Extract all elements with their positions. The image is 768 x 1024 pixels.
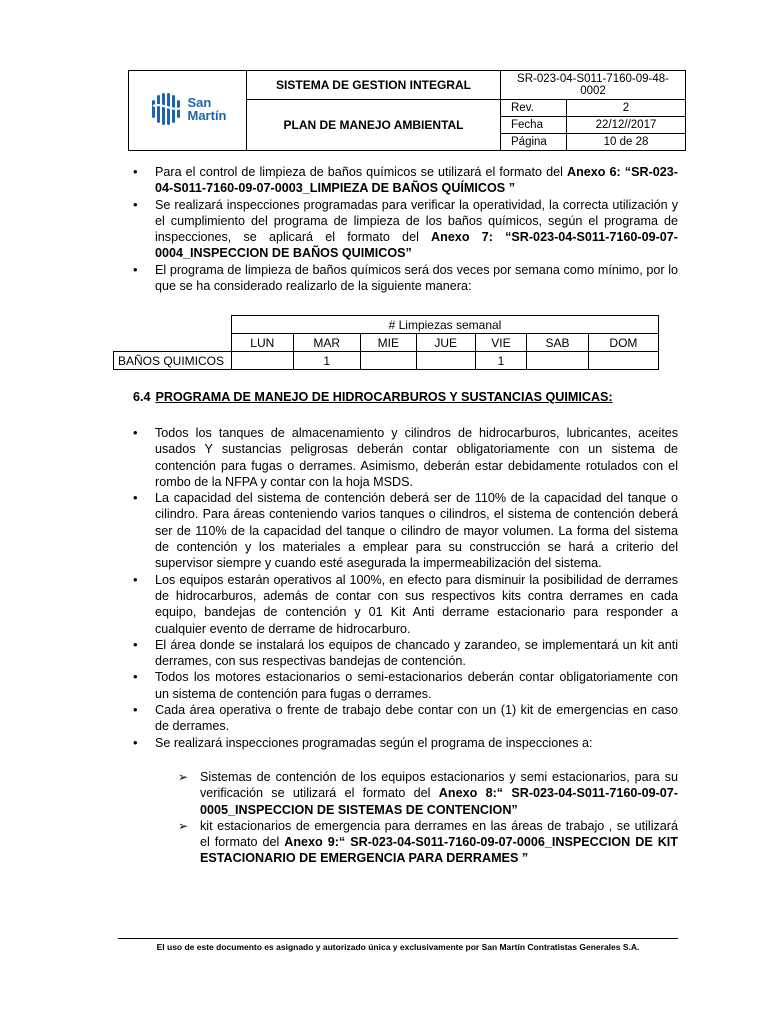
schedule-cell [527,352,589,370]
list-item: • Los equipos estarán operativos al 100%, en efecto para disminuir la posibilidad de derrames de hidrocarburos, además de contar con sus respectivos kits contra derrames en cada equipo, bandejas de contención y 01 Kit Anti derrame estacionario para responder a cualquier evento de derrame de hidrocarburo. [133,572,678,637]
day-header: MIE [360,334,416,352]
list-item: • Todos los tanques de almacenamiento y cilindros de hidrocarburos, lubricantes, aceites usados Y sustancias peligrosas deberán contar obligatoriamente con un sistema de contención para fugas o derrames. Asimismo, deberán estar debidamente rotulados con el rombo de la NFPA y contar con la hoja MSDS. [133,425,678,490]
row-label: BAÑOS QUIMICOS [114,352,232,370]
list-item-text: El programa de limpieza de baños químicos será dos veces por semana como mínimo, por lo que se ha considerado realizarlo de la siguiente manera: [155,262,678,294]
document-code: SR-023-04-S011-7160-09-48-0002 [501,71,686,100]
system-title: SISTEMA DE GESTION INTEGRAL [247,71,501,100]
date-label: Fecha [501,117,567,134]
content-block-1 [133,164,678,294]
empty-corner-cell [114,334,232,352]
schedule-cell [232,352,294,370]
sub-item-bold-text: Anexo 9:“ SR-023-04-S011-7160-09-07-0006_INSPECCION DE KIT ESTACIONARIO DE EMERGENCIA PARA DERRAMES ” [200,835,678,866]
logo-mark-icon [149,91,185,127]
bullet-list-1 [133,164,678,294]
section-title: PROGRAMA DE MANEJO DE HIDROCARBUROS Y SUSTANCIAS QUIMICAS: [155,390,613,404]
list-item [133,197,678,262]
day-header: MAR [293,334,360,352]
sub-list-item [178,818,678,867]
section-number: 6.4 [133,390,151,404]
day-header: VIE [475,334,527,352]
list-item: • El área donde se instalará los equipos de chancado y zarandeo, se implementará un kit anti derrames, con sus respectivas bandejas de contención. [133,637,678,670]
company-logo [149,91,227,127]
content-block-2 [133,425,678,867]
schedule-cell: 1 [293,352,360,370]
list-item [133,262,678,295]
day-header: LUN [232,334,294,352]
footer-divider [118,938,678,939]
schedule-cell [416,352,475,370]
section-heading [133,390,613,404]
day-header: DOM [588,334,658,352]
list-item-text: Para el control de limpieza de baños químicos se utilizará el formato del [155,165,567,179]
cleaning-schedule-table [113,315,659,370]
footer-note: El uso de este documento es asignado y autorizado única y exclusivamente por San Martín Contratistas Generales S.A. [156,942,640,952]
table-row [114,352,659,370]
logo-text-line2: Martín [187,108,227,123]
logo-text-line1: San [187,95,212,110]
list-item: • Todos los motores estacionarios o semi-estacionarios deberán contar obligatoriamente con un sistema de contención para fugas o derrames. [133,669,678,702]
list-item: • Se realizará inspecciones programadas según el programa de inspecciones a: [133,735,678,751]
list-item: • La capacidad del sistema de contención deberá ser de 110% de la capacidad del tanque o cilindro. Para áreas conteniendo varios tanques o cilindros, el sistema de contención deberá ser de 110% de la capacidad del tanque o cilindro de mayor volumen. La forma del sistema de contención y los materiales a emplear para su construcción se hará a criterio del supervisor siempre y cuando esté asegurada la impermeabilización del sistema. [133,490,678,571]
list-item-bold-text: Anexo 6: “SR-023-04-S011-7160-09-07-0003_LIMPIEZA DE BAÑOS QUÍMICOS ” [155,165,678,196]
sub-item-text: Sistemas de contención de los equipos estacionarios y semi estacionarios, para su verificación se utilizará el formato del [200,769,678,801]
empty-corner-cell [114,316,232,334]
schedule-cell [588,352,658,370]
schedule-cell [360,352,416,370]
sub-list [178,769,678,867]
rev-label: Rev. [501,100,567,117]
plan-title: PLAN DE MANEJO AMBIENTAL [247,100,501,151]
day-header: SAB [527,334,589,352]
sub-list-item [178,769,678,818]
bullet-list-2 [133,425,678,751]
schedule-group-header: # Limpiezas semanal [232,316,659,334]
list-item-bold-text: Anexo 7: “SR-023-04-S011-7160-09-07-0004_INSPECCION DE BAÑOS QUIMICOS” [155,230,678,261]
date-value: 22/12//2017 [567,117,686,134]
day-header: JUE [416,334,475,352]
sub-item-bold-text: Anexo 8:“ SR-023-04-S011-7160-09-07-0005_INSPECCION DE SISTEMAS DE CONTENCION” [200,786,678,817]
rev-value: 2 [567,100,686,117]
document-header [128,70,686,151]
list-item [133,164,678,197]
list-item-text: Se realizará inspecciones programadas para verificar la operatividad, la correcta utilización y el cumplimiento del programa de limpieza de los baños químicos, según el programa de inspecciones, se aplicará el formato del [155,197,678,245]
list-item: • Cada área operativa o frente de trabajo debe contar con un (1) kit de emergencias en caso de derrames. [133,702,678,735]
schedule-cell: 1 [475,352,527,370]
logo-cell [129,71,247,151]
page-label: Página [501,134,567,151]
page-value: 10 de 28 [567,134,686,151]
sub-item-text: kit estacionarios de emergencia para derrames en las áreas de trabajo , se utilizará el formato del [200,818,678,850]
